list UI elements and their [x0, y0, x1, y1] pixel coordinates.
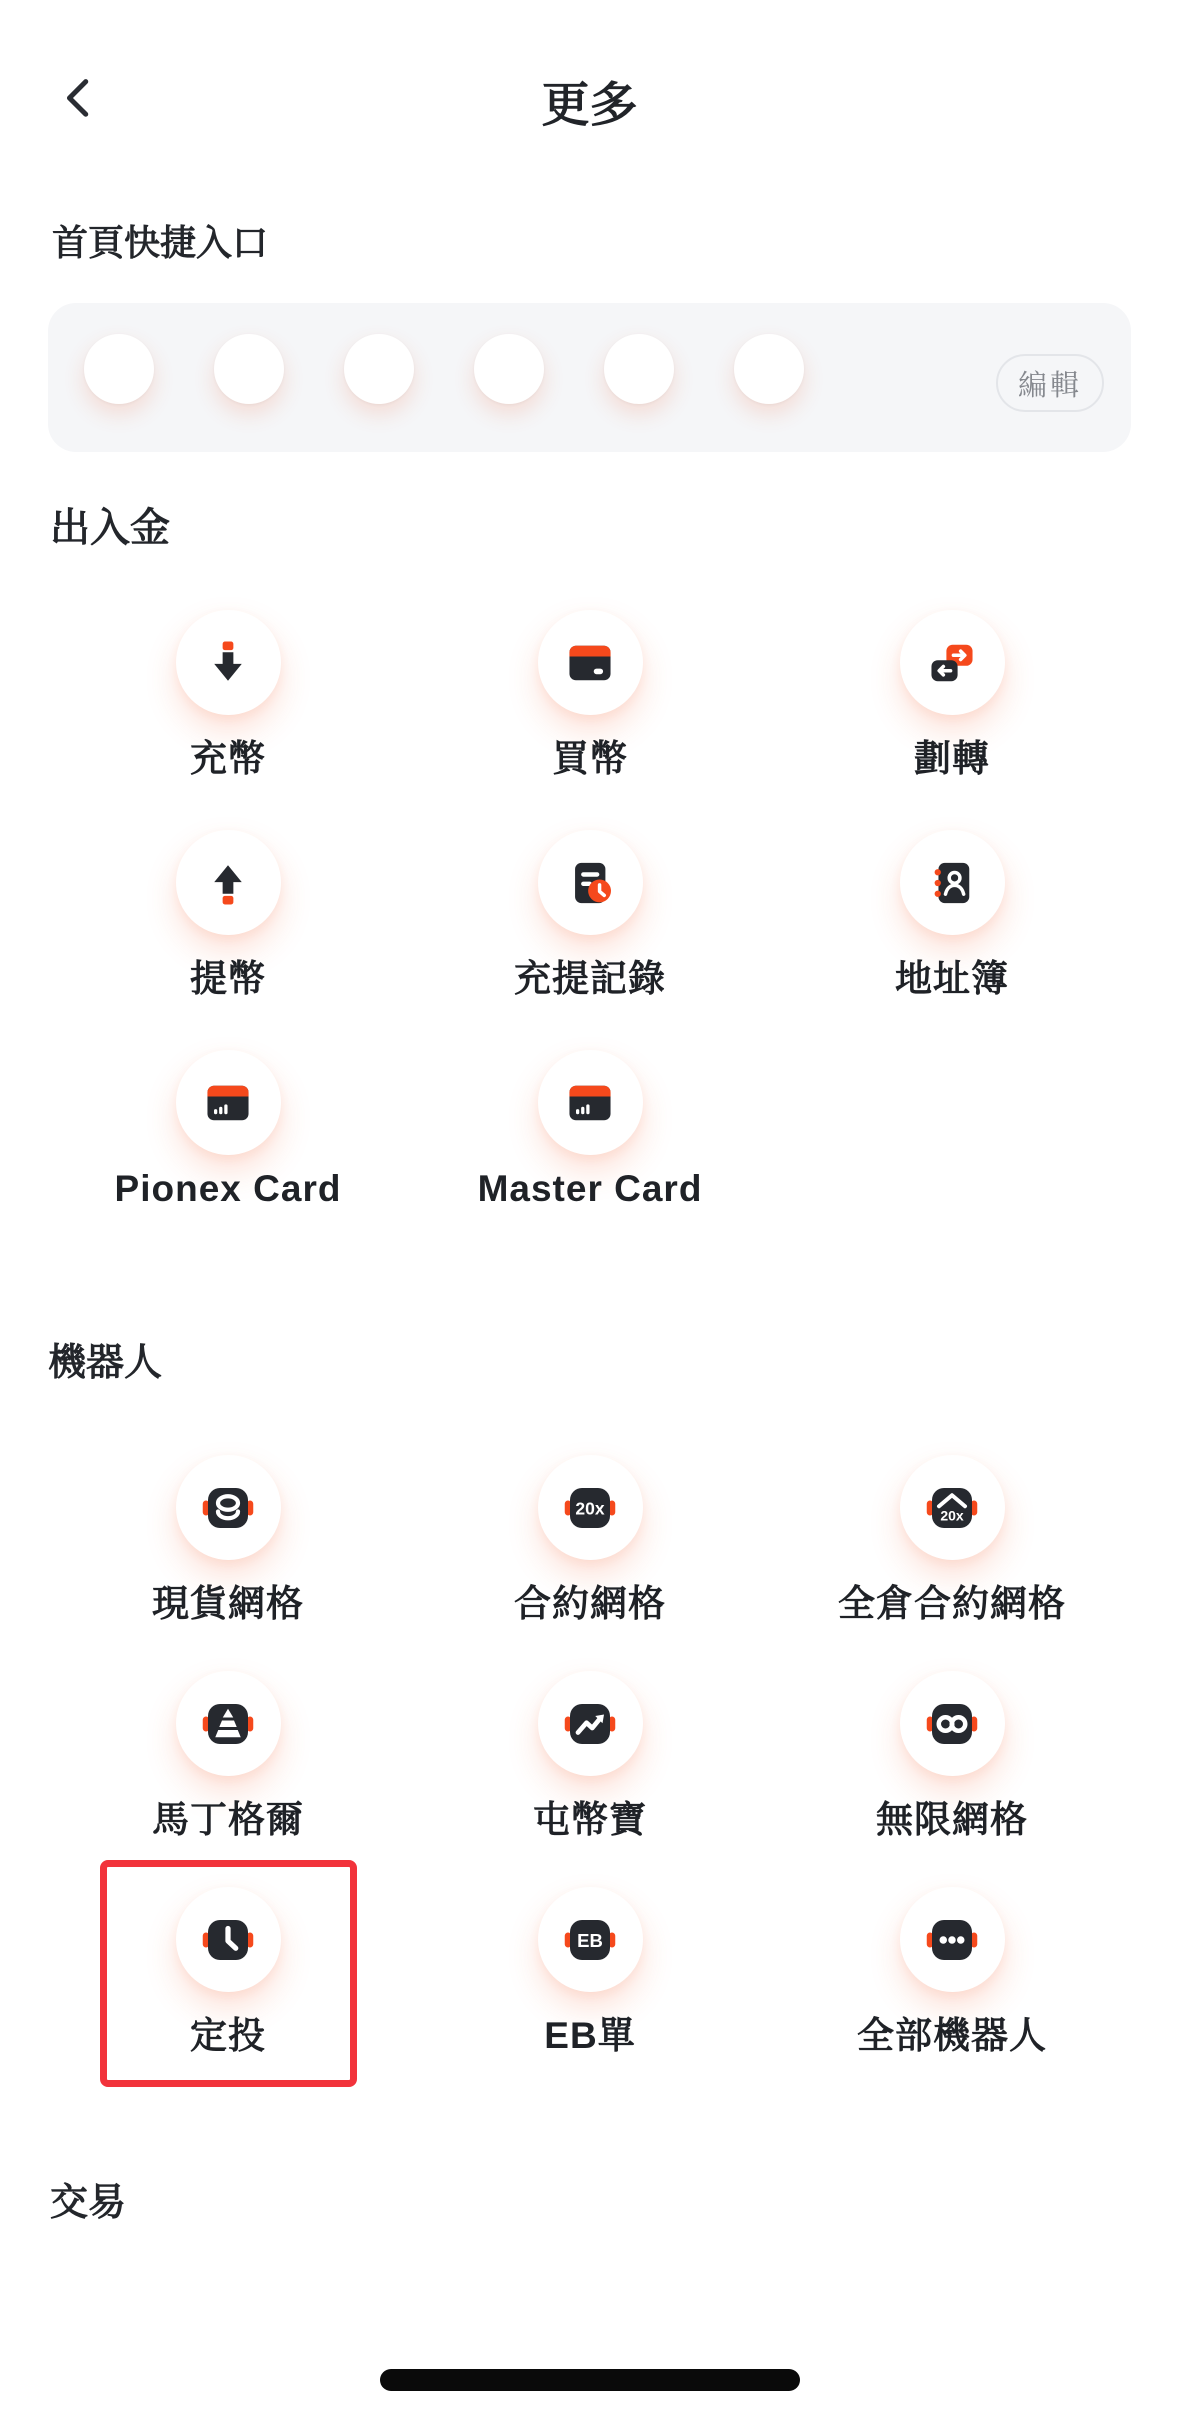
user-add-shortcut[interactable]	[84, 334, 154, 404]
grid-item-label: 馬丁格爾	[152, 1799, 304, 1840]
svg-text:EB: EB	[577, 1929, 603, 1951]
support-headset-shortcut[interactable]	[344, 334, 414, 404]
bots-grid	[47, 1455, 1133, 2103]
grid-item-label: 無限網格	[876, 1799, 1028, 1840]
bot-coins-item[interactable]	[47, 1455, 409, 1671]
grid-item-label: 現貨網格	[152, 1583, 304, 1624]
support-headset-icon	[359, 347, 399, 392]
bot-eb-icon	[538, 1887, 643, 1992]
grid-item-label: 充提記錄	[514, 958, 666, 999]
grid-item-label: 定投	[190, 2015, 266, 2056]
page-title: 更多	[541, 79, 638, 132]
user-add-icon	[99, 347, 139, 392]
bot-house-20x-icon	[900, 1455, 1005, 1560]
bot-trend-item[interactable]	[409, 1671, 771, 1887]
contactless-card-icon	[538, 1050, 643, 1155]
section-title-bots: 機器人	[48, 1342, 163, 1384]
bot-dots-icon	[900, 1887, 1005, 1992]
transfer-item[interactable]	[771, 610, 1133, 830]
grid-item-label: 買幣	[552, 738, 628, 779]
grid-item-label: Pionex Card	[114, 1168, 342, 1209]
bot-infinity-icon	[900, 1671, 1005, 1776]
deposit-arrow-icon	[229, 347, 269, 392]
deposit-grid	[47, 610, 1133, 1270]
grid-item-label: EB單	[544, 2015, 636, 2056]
arrow-up-item[interactable]	[47, 830, 409, 1050]
arrow-up-icon	[176, 830, 281, 935]
card-icon	[538, 610, 643, 715]
arrow-down-item[interactable]	[47, 610, 409, 830]
grid-item-label: 提幣	[190, 958, 266, 999]
grid-item-label: Master Card	[477, 1168, 703, 1209]
section-title-deposit: 出入金	[50, 506, 170, 550]
address-book-icon	[900, 830, 1005, 935]
grid-item-label: 充幣	[190, 738, 266, 779]
grid-item-label: 全倉合約網格	[838, 1583, 1066, 1624]
m-coin-shortcut[interactable]	[604, 334, 674, 404]
svg-text:20x: 20x	[940, 1506, 964, 1523]
bot-coins-icon	[176, 1455, 281, 1560]
trophy-icon	[749, 347, 789, 392]
bot-20x-item[interactable]	[409, 1455, 771, 1671]
card-item[interactable]	[409, 610, 771, 830]
grid-item-label: 合約網格	[514, 1583, 666, 1624]
bot-clock-item[interactable]	[47, 1887, 409, 2103]
svg-text:20x: 20x	[575, 1498, 605, 1518]
bot-clock-icon	[176, 1887, 281, 1992]
grid-item-label: 地址簿	[895, 958, 1009, 999]
deposit-arrow-shortcut[interactable]	[214, 334, 284, 404]
section-title-trade: 交易	[50, 2182, 127, 2224]
contactless-card-item[interactable]	[47, 1050, 409, 1270]
bot-house-20x-item[interactable]	[771, 1455, 1133, 1671]
contactless-card-icon	[176, 1050, 281, 1155]
edit-button[interactable]: 編輯	[996, 354, 1104, 412]
bot-dots-item[interactable]	[771, 1887, 1133, 2103]
shortcut-card	[48, 303, 1131, 452]
home-indicator[interactable]	[380, 2369, 800, 2391]
bot-trend-icon	[538, 1671, 643, 1776]
bank-card-shortcut[interactable]	[474, 334, 544, 404]
bot-cone-icon	[176, 1671, 281, 1776]
bot-eb-item[interactable]	[409, 1887, 771, 2103]
m-coin-icon	[619, 347, 659, 392]
arrow-down-icon	[176, 610, 281, 715]
record-clock-icon	[538, 830, 643, 935]
record-clock-item[interactable]	[409, 830, 771, 1050]
grid-item-label: 屯幣寶	[533, 1799, 647, 1840]
section-title-shortcuts: 首頁快捷入口	[52, 222, 269, 263]
grid-item-label: 全部機器人	[857, 2015, 1047, 2056]
transfer-icon	[900, 610, 1005, 715]
address-book-item[interactable]	[771, 830, 1133, 1050]
bot-cone-item[interactable]	[47, 1671, 409, 1887]
bot-20x-icon	[538, 1455, 643, 1560]
grid-item-label: 劃轉	[914, 738, 990, 779]
bot-infinity-item[interactable]	[771, 1671, 1133, 1887]
trophy-shortcut[interactable]	[734, 334, 804, 404]
bank-card-icon	[489, 347, 529, 392]
contactless-card-item[interactable]	[409, 1050, 771, 1270]
